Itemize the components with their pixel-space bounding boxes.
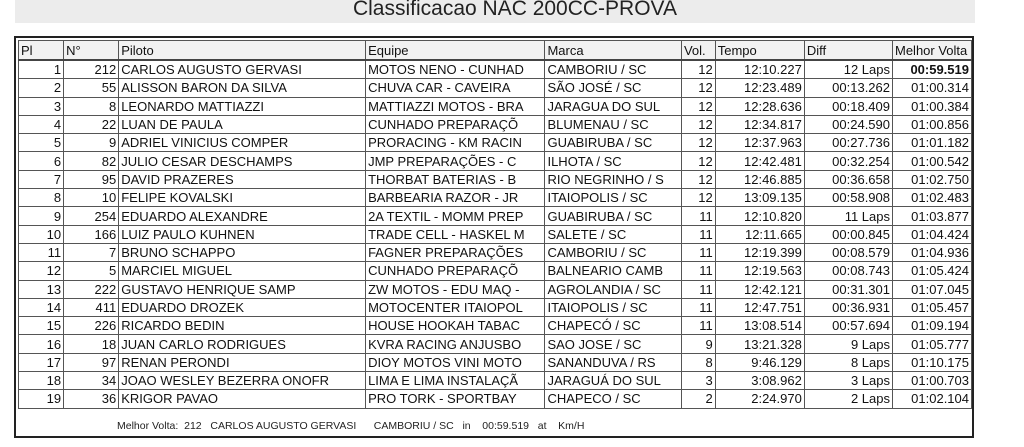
cell-laps: 12 [681, 134, 715, 152]
cell-number: 166 [64, 225, 119, 243]
cell-city: ITAIOPOLIS / SC [545, 189, 681, 207]
cell-city: SÃO JOSÉ / SC [545, 79, 681, 97]
table-row [19, 170, 972, 188]
cell-position: 4 [19, 115, 64, 133]
cell-laps: 11 [681, 280, 715, 298]
cell-pilot: MARCIEL MIGUEL [119, 262, 366, 280]
cell-laps: 11 [681, 243, 715, 261]
cell-position: 18 [19, 372, 64, 390]
cell-city: CHAPECÓ / SC [545, 317, 681, 335]
cell-team: BARBEARIA RAZOR - JR [366, 189, 545, 207]
cell-best-lap: 01:00.703 [893, 372, 972, 390]
cell-position: 13 [19, 280, 64, 298]
results-table [18, 40, 972, 409]
cell-laps: 8 [681, 353, 715, 371]
cell-position: 1 [19, 60, 64, 79]
cell-city: AGROLANDIA / SC [545, 280, 681, 298]
cell-laps: 2 [681, 390, 715, 408]
cell-best-lap: 01:05.777 [893, 335, 972, 353]
table-row [19, 97, 972, 115]
cell-number: 10 [64, 189, 119, 207]
cell-team: PRO TORK - SPORTBAY [366, 390, 545, 408]
title-bar [15, 0, 975, 23]
cell-city: BLUMENAU / SC [545, 115, 681, 133]
header-row [19, 41, 972, 61]
cell-team: CHUVA CAR - CAVEIRA [366, 79, 545, 97]
cell-pilot: EDUARDO DROZEK [119, 298, 366, 316]
cell-pilot: LEONARDO MATTIAZZI [119, 97, 366, 115]
cell-city: ILHOTA / SC [545, 152, 681, 170]
column-header-time: Tempo [715, 41, 804, 61]
best-lap-footer: Melhor Volta: 212 CARLOS AUGUSTO GERVASI CAMBORIU / SC in 00:59.519 at Km/H [117, 420, 585, 432]
cell-position: 3 [19, 97, 64, 115]
table-row [19, 134, 972, 152]
cell-position: 9 [19, 207, 64, 225]
cell-diff: 00:57.694 [804, 317, 892, 335]
cell-laps: 12 [681, 97, 715, 115]
cell-team: MOTOS NENO - CUNHAD [366, 60, 545, 79]
cell-diff: 00:00.845 [804, 225, 892, 243]
table-row [19, 60, 972, 79]
column-header-city: Marca [545, 41, 681, 61]
cell-team: TRADE CELL - HASKEL M [366, 225, 545, 243]
cell-pilot: BRUNO SCHAPPO [119, 243, 366, 261]
column-header-diff: Diff [804, 41, 892, 61]
cell-number: 34 [64, 372, 119, 390]
cell-pilot: GUSTAVO HENRIQUE SAMP [119, 280, 366, 298]
cell-laps: 9 [681, 335, 715, 353]
cell-number: 222 [64, 280, 119, 298]
cell-best-lap: 01:04.424 [893, 225, 972, 243]
table-row [19, 115, 972, 133]
table-row [19, 280, 972, 298]
cell-laps: 3 [681, 372, 715, 390]
cell-diff: 11 Laps [804, 207, 892, 225]
cell-diff: 00:08.743 [804, 262, 892, 280]
cell-best-lap: 01:07.045 [893, 280, 972, 298]
cell-city: ITAIOPOLIS / SC [545, 298, 681, 316]
cell-position: 6 [19, 152, 64, 170]
cell-laps: 11 [681, 207, 715, 225]
cell-pilot: JULIO CESAR DESCHAMPS [119, 152, 366, 170]
cell-city: BALNEARIO CAMB [545, 262, 681, 280]
cell-laps: 12 [681, 79, 715, 97]
cell-team: ZW MOTOS - EDU MAQ - [366, 280, 545, 298]
cell-city: CAMBORIU / SC [545, 243, 681, 261]
cell-pilot: DAVID PRAZERES [119, 170, 366, 188]
cell-time: 9:46.129 [715, 353, 804, 371]
column-header-team: Equipe [366, 41, 545, 61]
table-row [19, 390, 972, 408]
cell-diff: 00:31.301 [804, 280, 892, 298]
cell-diff: 00:08.579 [804, 243, 892, 261]
cell-pilot: EDUARDO ALEXANDRE [119, 207, 366, 225]
column-header-number: N° [64, 41, 119, 61]
cell-city: SAO JOSE / SC [545, 335, 681, 353]
cell-diff: 00:32.254 [804, 152, 892, 170]
cell-city: JARAGUÁ DO SUL [545, 372, 681, 390]
cell-position: 2 [19, 79, 64, 97]
cell-number: 18 [64, 335, 119, 353]
cell-best-lap: 01:10.175 [893, 353, 972, 371]
cell-pilot: JUAN CARLO RODRIGUES [119, 335, 366, 353]
cell-best-lap: 01:09.194 [893, 317, 972, 335]
cell-laps: 12 [681, 115, 715, 133]
cell-position: 8 [19, 189, 64, 207]
cell-laps: 11 [681, 225, 715, 243]
cell-time: 12:23.489 [715, 79, 804, 97]
cell-diff: 2 Laps [804, 390, 892, 408]
table-row [19, 353, 972, 371]
cell-time: 12:10.820 [715, 207, 804, 225]
cell-number: 226 [64, 317, 119, 335]
cell-number: 411 [64, 298, 119, 316]
table-row [19, 317, 972, 335]
cell-number: 55 [64, 79, 119, 97]
cell-time: 12:11.665 [715, 225, 804, 243]
cell-team: LIMA E LIMA INSTALAÇÃ [366, 372, 545, 390]
cell-time: 12:28.636 [715, 97, 804, 115]
cell-pilot: LUIZ PAULO KUHNEN [119, 225, 366, 243]
cell-position: 5 [19, 134, 64, 152]
cell-pilot: ADRIEL VINICIUS COMPER [119, 134, 366, 152]
cell-pilot: JOAO WESLEY BEZERRA ONOFR [119, 372, 366, 390]
cell-team: MOTOCENTER ITAIOPOL [366, 298, 545, 316]
cell-team: FAGNER PREPARAÇÕES [366, 243, 545, 261]
cell-team: KVRA RACING ANJUSBO [366, 335, 545, 353]
cell-diff: 00:27.736 [804, 134, 892, 152]
cell-diff: 00:36.658 [804, 170, 892, 188]
cell-time: 12:19.399 [715, 243, 804, 261]
cell-time: 12:19.563 [715, 262, 804, 280]
cell-time: 12:42.121 [715, 280, 804, 298]
cell-pilot: CARLOS AUGUSTO GERVASI [119, 60, 366, 79]
cell-diff: 3 Laps [804, 372, 892, 390]
cell-best-lap: 01:01.182 [893, 134, 972, 152]
cell-best-lap: 01:03.877 [893, 207, 972, 225]
cell-laps: 12 [681, 60, 715, 79]
cell-number: 212 [64, 60, 119, 79]
cell-position: 16 [19, 335, 64, 353]
cell-number: 82 [64, 152, 119, 170]
cell-time: 3:08.962 [715, 372, 804, 390]
column-header-laps: Vol. [681, 41, 715, 61]
table-row [19, 152, 972, 170]
cell-team: CUNHADO PREPARAÇÕ [366, 115, 545, 133]
cell-diff: 9 Laps [804, 335, 892, 353]
column-header-pilot: Piloto [119, 41, 366, 61]
cell-best-lap: 01:02.483 [893, 189, 972, 207]
cell-number: 22 [64, 115, 119, 133]
cell-best-lap: 01:02.750 [893, 170, 972, 188]
cell-team: 2A TEXTIL - MOMM PREP [366, 207, 545, 225]
cell-city: SANANDUVA / RS [545, 353, 681, 371]
cell-diff: 00:13.262 [804, 79, 892, 97]
cell-laps: 11 [681, 298, 715, 316]
cell-position: 10 [19, 225, 64, 243]
cell-laps: 12 [681, 189, 715, 207]
cell-diff: 00:36.931 [804, 298, 892, 316]
cell-number: 254 [64, 207, 119, 225]
cell-team: PRORACING - KM RACIN [366, 134, 545, 152]
cell-team: HOUSE HOOKAH TABAC [366, 317, 545, 335]
cell-number: 36 [64, 390, 119, 408]
cell-time: 13:09.135 [715, 189, 804, 207]
cell-diff: 00:18.409 [804, 97, 892, 115]
cell-diff: 00:58.908 [804, 189, 892, 207]
cell-best-lap: 01:05.424 [893, 262, 972, 280]
cell-time: 12:34.817 [715, 115, 804, 133]
cell-number: 95 [64, 170, 119, 188]
cell-position: 14 [19, 298, 64, 316]
cell-number: 97 [64, 353, 119, 371]
cell-position: 15 [19, 317, 64, 335]
cell-pilot: LUAN DE PAULA [119, 115, 366, 133]
cell-number: 9 [64, 134, 119, 152]
table-row [19, 298, 972, 316]
cell-city: SALETE / SC [545, 225, 681, 243]
cell-pilot: ALISSON BARON DA SILVA [119, 79, 366, 97]
cell-city: GUABIRUBA / SC [545, 207, 681, 225]
cell-number: 8 [64, 97, 119, 115]
cell-best-lap: 01:00.856 [893, 115, 972, 133]
results-frame [14, 36, 974, 438]
cell-laps: 11 [681, 262, 715, 280]
cell-diff: 8 Laps [804, 353, 892, 371]
cell-position: 19 [19, 390, 64, 408]
cell-city: RIO NEGRINHO / S [545, 170, 681, 188]
cell-pilot: RICARDO BEDIN [119, 317, 366, 335]
cell-best-lap: 01:04.936 [893, 243, 972, 261]
table-row [19, 262, 972, 280]
cell-time: 12:37.963 [715, 134, 804, 152]
cell-time: 12:46.885 [715, 170, 804, 188]
cell-city: CAMBORIU / SC [545, 60, 681, 79]
cell-pilot: RENAN PERONDI [119, 353, 366, 371]
column-header-best-lap: Melhor Volta [893, 41, 972, 61]
cell-best-lap: 01:02.104 [893, 390, 972, 408]
cell-best-lap: 01:00.314 [893, 79, 972, 97]
cell-number: 5 [64, 262, 119, 280]
cell-time: 12:10.227 [715, 60, 804, 79]
cell-position: 7 [19, 170, 64, 188]
column-header-position: Pl [19, 41, 64, 61]
cell-team: MATTIAZZI MOTOS - BRA [366, 97, 545, 115]
cell-position: 12 [19, 262, 64, 280]
cell-team: DIOY MOTOS VINI MOTO [366, 353, 545, 371]
cell-time: 12:47.751 [715, 298, 804, 316]
cell-time: 13:08.514 [715, 317, 804, 335]
cell-best-lap: 00:59.519 [893, 60, 972, 79]
cell-time: 12:42.481 [715, 152, 804, 170]
cell-city: JARAGUA DO SUL [545, 97, 681, 115]
cell-position: 17 [19, 353, 64, 371]
cell-team: THORBAT BATERIAS - B [366, 170, 545, 188]
cell-laps: 11 [681, 317, 715, 335]
page-title: Classificacao NAC 200CC-PROVA [352, 0, 678, 20]
cell-time: 2:24.970 [715, 390, 804, 408]
cell-laps: 12 [681, 170, 715, 188]
cell-laps: 12 [681, 152, 715, 170]
cell-city: CHAPECO / SC [545, 390, 681, 408]
cell-diff: 00:24.590 [804, 115, 892, 133]
cell-team: JMP PREPARAÇÕES - C [366, 152, 545, 170]
table-row [19, 372, 972, 390]
cell-best-lap: 01:00.542 [893, 152, 972, 170]
cell-diff: 12 Laps [804, 60, 892, 79]
cell-time: 13:21.328 [715, 335, 804, 353]
table-row [19, 79, 972, 97]
table-row [19, 189, 972, 207]
cell-city: GUABIRUBA / SC [545, 134, 681, 152]
table-row [19, 335, 972, 353]
cell-number: 7 [64, 243, 119, 261]
cell-position: 11 [19, 243, 64, 261]
table-row [19, 225, 972, 243]
cell-team: CUNHADO PREPARAÇÕ [366, 262, 545, 280]
cell-best-lap: 01:00.384 [893, 97, 972, 115]
cell-pilot: KRIGOR PAVAO [119, 390, 366, 408]
cell-best-lap: 01:05.457 [893, 298, 972, 316]
cell-pilot: FELIPE KOVALSKI [119, 189, 366, 207]
table-row [19, 243, 972, 261]
table-row [19, 207, 972, 225]
